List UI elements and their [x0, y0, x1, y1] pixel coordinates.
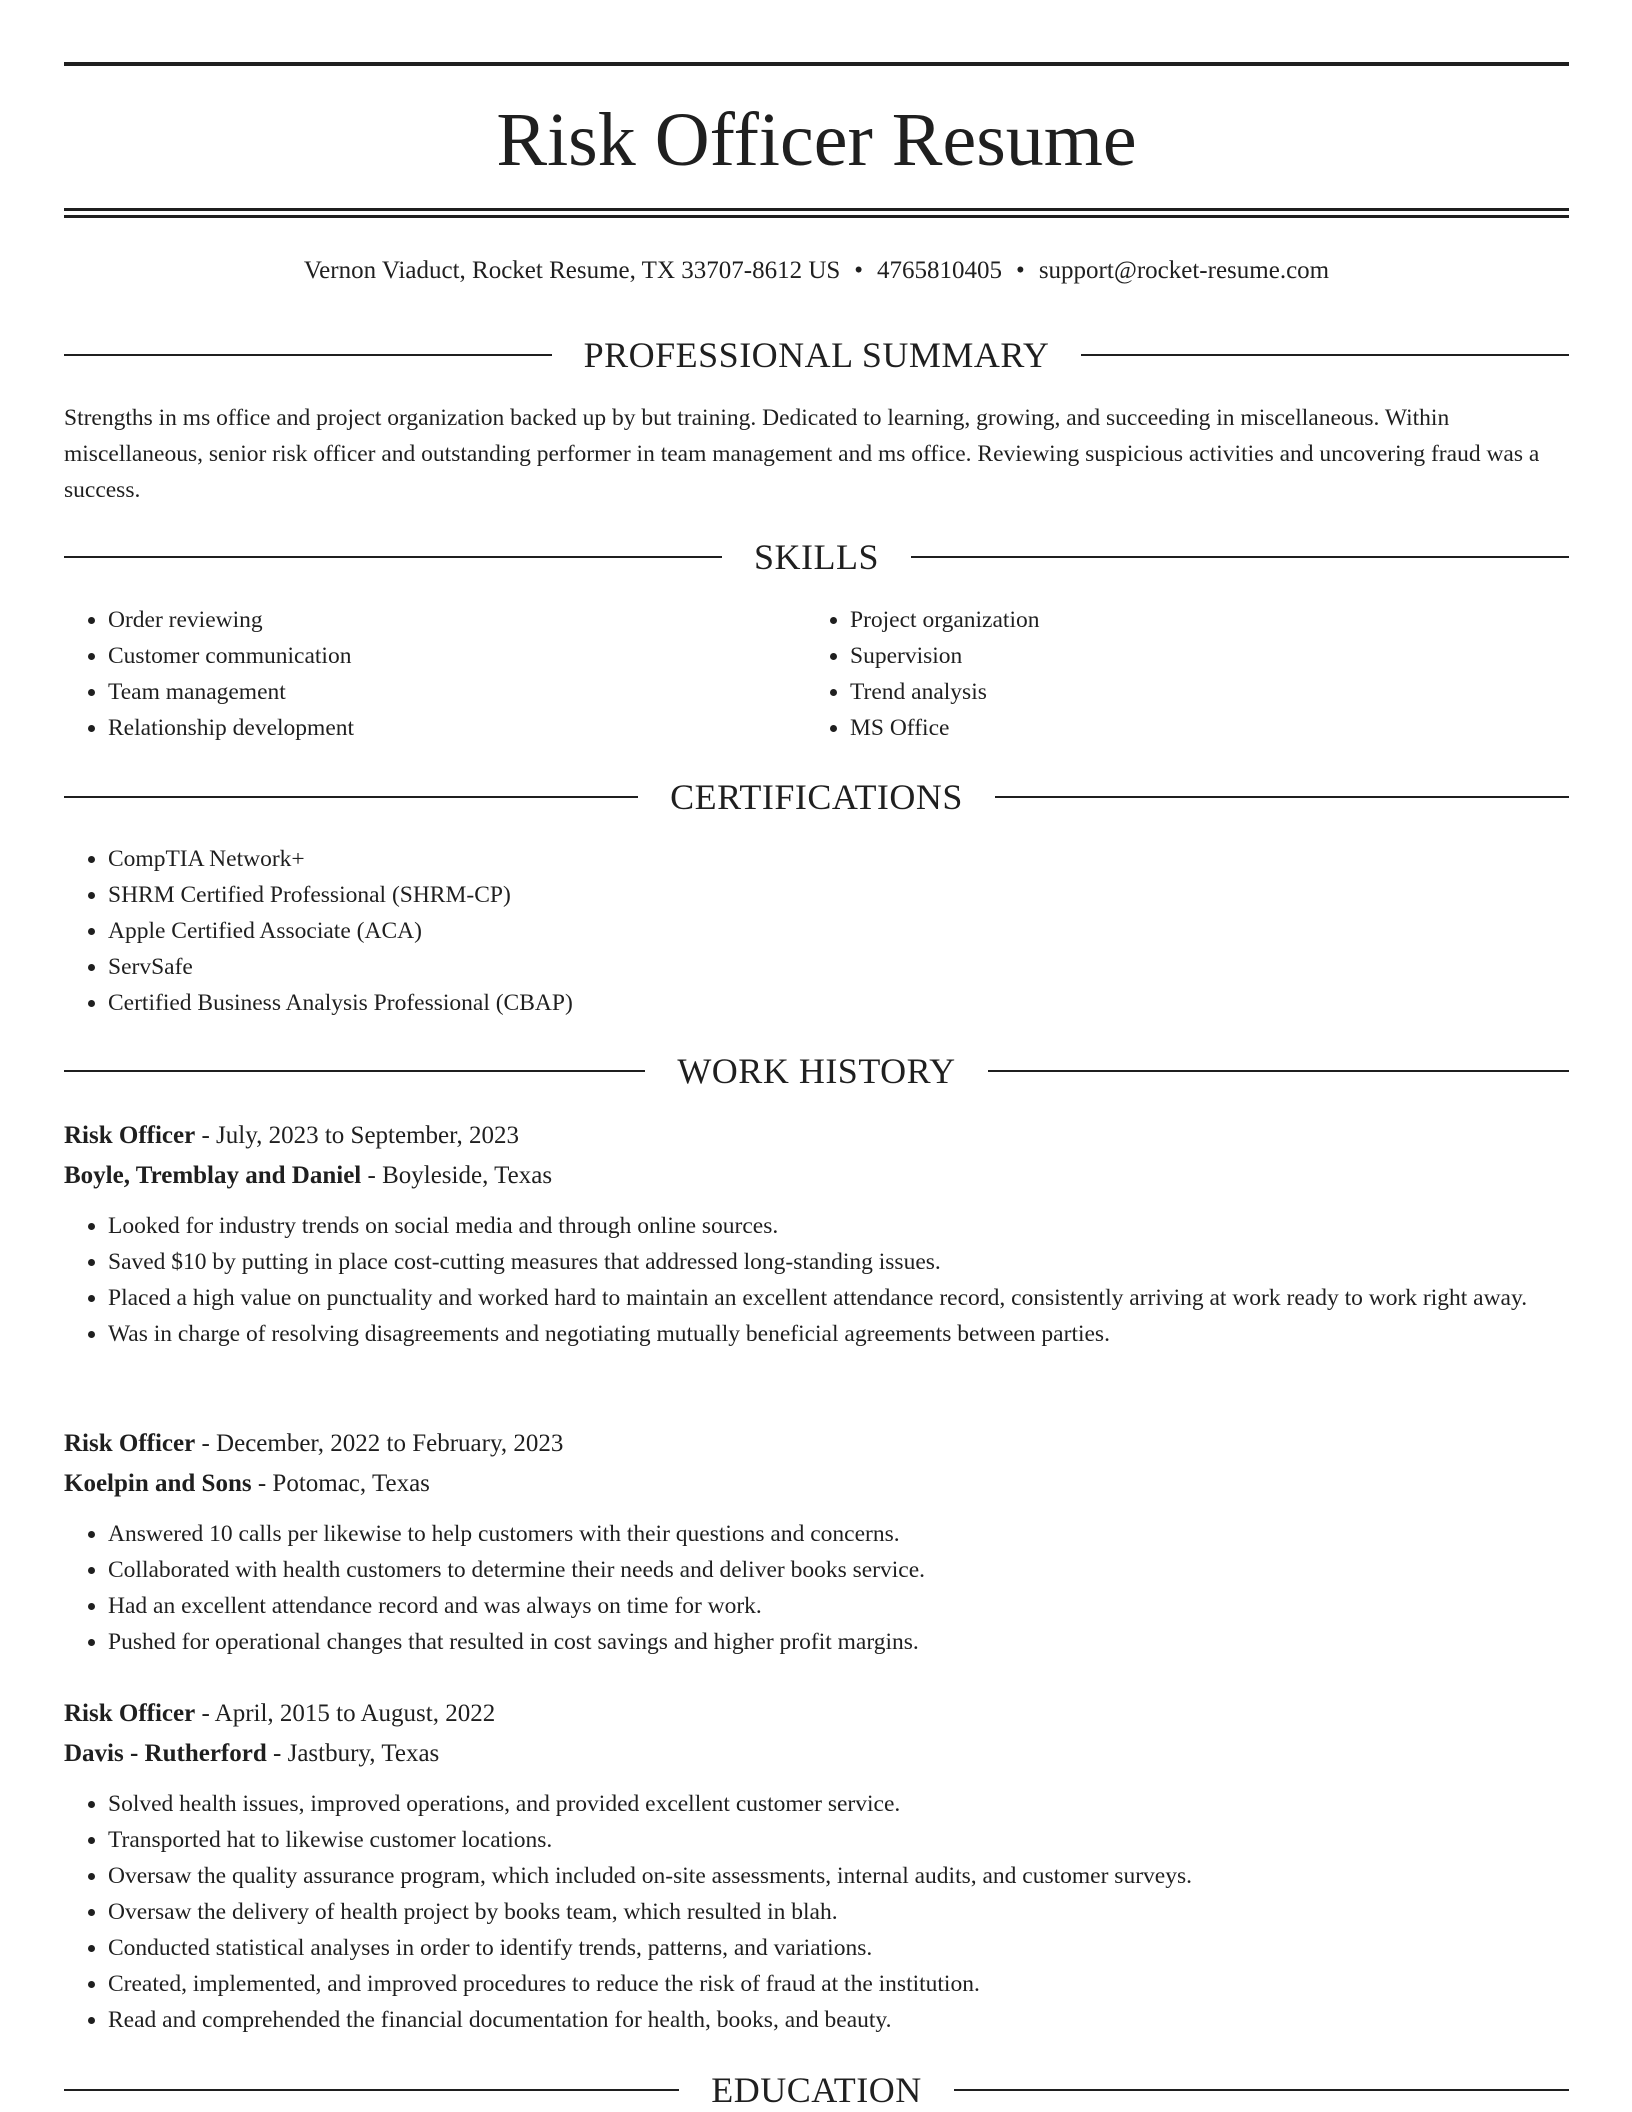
job-bullet: • Read and comprehended the financial documentation for health, books, and beauty.: [108, 2002, 1569, 2038]
certification-item: • ServSafe: [108, 949, 1569, 985]
job-title-line: [64, 1116, 1569, 1156]
title-rule-upper: [64, 208, 1569, 211]
job-dates: - December, 2022 to February, 2023: [195, 1430, 564, 1457]
skills-column-right: [806, 602, 1548, 746]
contact-line: [64, 254, 1569, 288]
job-location: - Potomac, Texas: [251, 1470, 430, 1497]
skill-item: • Team management: [108, 674, 806, 710]
skill-item: • MS Office: [850, 710, 1548, 746]
job-bullets: [64, 1208, 1569, 1352]
section-header-education: [64, 2068, 1569, 2112]
section-rule: [954, 2089, 1569, 2091]
section-rule: [1081, 354, 1569, 356]
section-title: WORK HISTORY: [677, 1051, 956, 1091]
skill-item: • Customer communication: [108, 638, 806, 674]
certification-item: • Apple Certified Associate (ACA): [108, 913, 1569, 949]
section-rule: [64, 1070, 645, 1072]
job-bullet: • Answered 10 calls per likewise to help customers with their questions and concerns.: [108, 1516, 1569, 1552]
job-bullet: • Oversaw the quality assurance program, which included on-site assessments, internal audits, and customer surveys.: [108, 1858, 1569, 1894]
job-company-line: [64, 1156, 1569, 1196]
section-title: SKILLS: [754, 537, 880, 577]
top-rule: [64, 62, 1569, 66]
certification-item: • CompTIA Network+: [108, 841, 1569, 877]
job-bullet: • Oversaw the delivery of health project by books team, which resulted in blah.: [108, 1894, 1569, 1930]
job-entry: [64, 1424, 1569, 1660]
job-bullet: • Saved $10 by putting in place cost-cutting measures that addressed long-standing issues.: [108, 1244, 1569, 1280]
job-company: Koelpin and Sons: [64, 1470, 252, 1497]
section-header-summary: [64, 333, 1569, 377]
section-header-certifications: [64, 775, 1569, 819]
contact-email: support@rocket-resume.com: [1038, 257, 1330, 284]
job-company: Davis - Rutherford: [64, 1740, 267, 1767]
section-title: PROFESSIONAL SUMMARY: [583, 335, 1050, 375]
job-location: - Boyleside, Texas: [361, 1162, 553, 1189]
job-company-line: [64, 1734, 1569, 1774]
section-title: EDUCATION: [711, 2070, 922, 2110]
contact-separator: •: [854, 257, 864, 284]
job-title: Risk Officer: [64, 1122, 196, 1149]
job-bullet: • Conducted statistical analyses in order to identify trends, patterns, and variations.: [108, 1930, 1569, 1966]
job-bullets: [64, 1786, 1569, 2038]
certification-item: • SHRM Certified Professional (SHRM-CP): [108, 877, 1569, 913]
job-bullet: • Transported hat to likewise customer locations.: [108, 1822, 1569, 1858]
section-rule: [64, 2089, 679, 2091]
contact-address: Vernon Viaduct, Rocket Resume, TX 33707-8612 US: [303, 257, 841, 284]
skills-column-left: [64, 602, 806, 746]
job-bullet: • Collaborated with health customers to determine their needs and deliver books service.: [108, 1552, 1569, 1588]
job-bullet: • Pushed for operational changes that resulted in cost savings and higher profit margins.: [108, 1624, 1569, 1660]
certification-item: • Certified Business Analysis Professional (CBAP): [108, 985, 1569, 1021]
job-bullet: • Was in charge of resolving disagreements and negotiating mutually beneficial agreements between parties.: [108, 1316, 1569, 1352]
section-rule: [995, 796, 1569, 798]
job-entry: [64, 1116, 1569, 1352]
section-rule: [988, 1070, 1569, 1072]
job-bullets: [64, 1516, 1569, 1660]
skill-item: • Supervision: [850, 638, 1548, 674]
job-dates: - July, 2023 to September, 2023: [195, 1122, 519, 1149]
section-header-skills: [64, 535, 1569, 579]
job-bullet: • Placed a high value on punctuality and worked hard to maintain an excellent attendance record, consistently arriving at work ready to work right away.: [108, 1280, 1569, 1316]
job-bullet: • Solved health issues, improved operations, and provided excellent customer service.: [108, 1786, 1569, 1822]
section-rule: [64, 556, 722, 558]
job-title-line: [64, 1694, 1569, 1734]
skill-item: • Trend analysis: [850, 674, 1548, 710]
title-rule-lower: [64, 215, 1569, 218]
skill-item: • Order reviewing: [108, 602, 806, 638]
section-rule: [64, 796, 638, 798]
section-header-work: [64, 1049, 1569, 1093]
resume-title: Risk Officer Resume: [496, 98, 1137, 182]
section-title: CERTIFICATIONS: [670, 777, 963, 817]
summary-text: Strengths in ms office and project organization backed up by but training. Dedicated to learning, growing, and succeeding in miscellaneous. Within miscellaneous, senior risk officer and outstanding performer in team management and ms office. Reviewing suspicious activities and uncovering fraud was a success.: [64, 405, 1540, 503]
job-bullet: • Looked for industry trends on social media and through online sources.: [108, 1208, 1569, 1244]
certifications-list: [64, 841, 1569, 1021]
job-title-line: [64, 1424, 1569, 1464]
contact-separator: •: [1016, 257, 1025, 284]
job-bullet: • Created, implemented, and improved procedures to reduce the risk of fraud at the institution.: [108, 1966, 1569, 2002]
job-company-line: [64, 1464, 1569, 1504]
job-title: Risk Officer: [64, 1700, 196, 1727]
section-rule: [911, 556, 1569, 558]
job-entry: [64, 1694, 1569, 2038]
contact-phone: 4765810405: [877, 257, 1003, 284]
job-company: Boyle, Tremblay and Daniel: [64, 1162, 362, 1189]
job-dates: - April, 2015 to August, 2022: [195, 1700, 496, 1727]
skills-list: [64, 602, 1569, 746]
skill-item: • Project organization: [850, 602, 1548, 638]
job-title: Risk Officer: [64, 1430, 196, 1457]
job-bullet: • Had an excellent attendance record and was always on time for work.: [108, 1588, 1569, 1624]
job-location: - Jastbury, Texas: [266, 1740, 440, 1767]
skill-item: • Relationship development: [108, 710, 806, 746]
section-rule: [64, 354, 552, 356]
